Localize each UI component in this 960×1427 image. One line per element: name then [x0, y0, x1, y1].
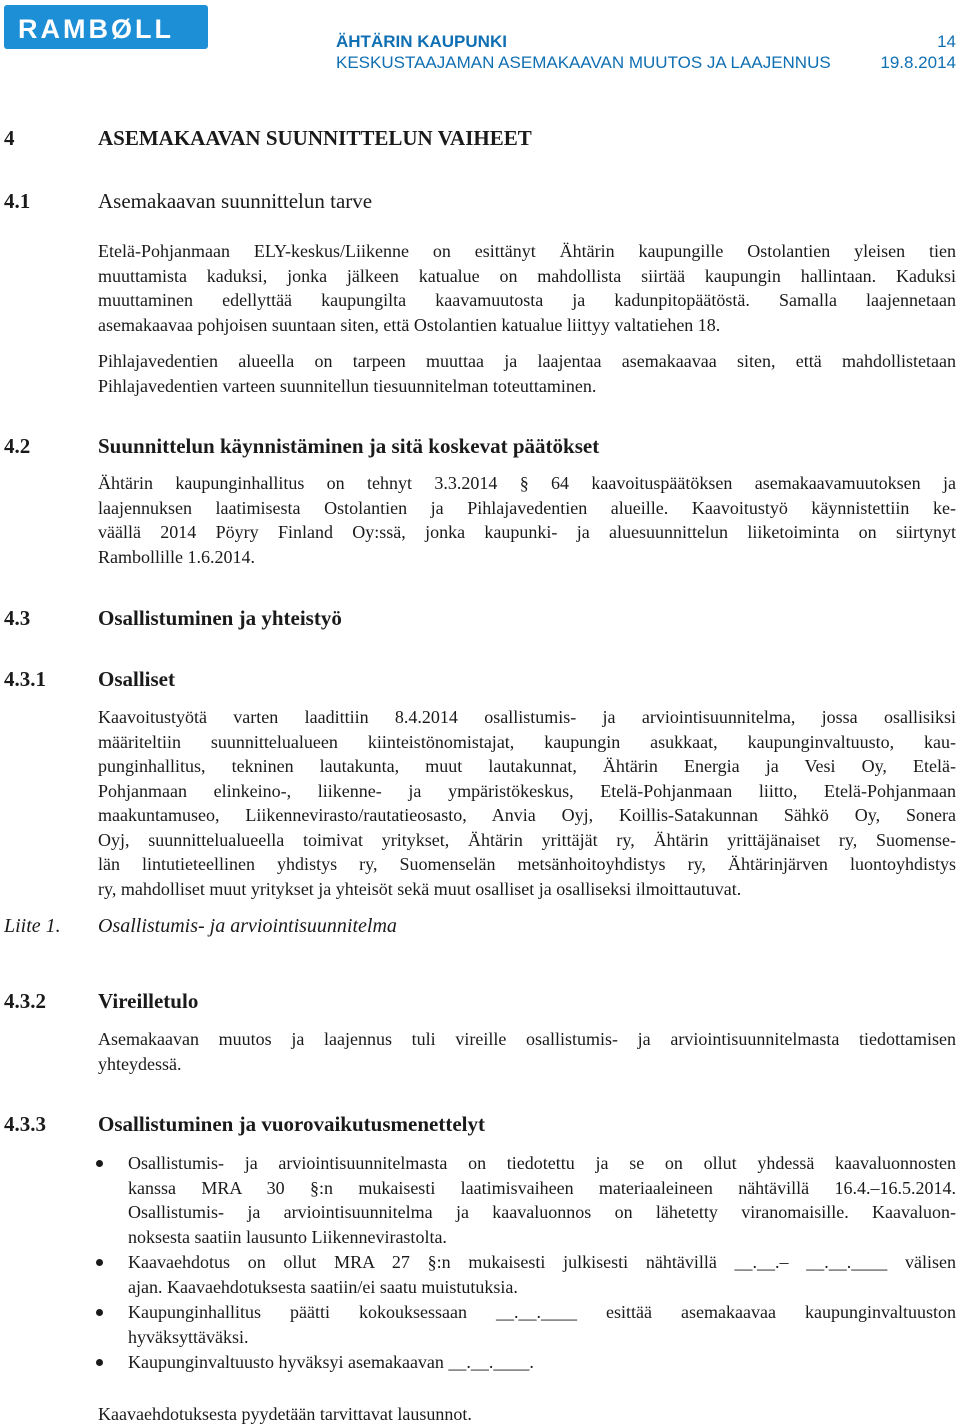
text-line: yhteydessä. — [98, 1053, 182, 1074]
text-line: Kaavoitustyötä varten laadittiin 8.4.2014 osallistumis- ja arviointisuunnitelma, jossa osallisiksi — [98, 707, 956, 727]
section-4-2-title: Suunnittelun käynnistäminen ja sitä koskevat päätökset — [98, 434, 600, 458]
section-4-2-number: 4.2 — [4, 434, 31, 458]
text-line: ajan. Kaavaehdotuksesta saatiin/ei saatu muistutuksia. — [128, 1276, 518, 1297]
section-4-3-3-title: Osallistuminen ja vuorovaikutusmenettelyt — [98, 1112, 485, 1136]
header-document-title: KESKUSTAAJAMAN ASEMAKAAVAN MUUTOS JA LAAJENNUS — [336, 53, 831, 72]
text-line: punginhallitus, tekninen lautakunta, muut lautakunnat, Ähtärin Energia ja Vesi Oy, Etelä- — [98, 756, 956, 776]
section-4-3-title: Osallistuminen ja yhteistyö — [98, 606, 342, 630]
text-line: Pohjanmaan elinkeino-, liikenne- ja ympäristökeskus, Etelä-Pohjanmaan liitto, Etelä-Pohjanmaan — [98, 780, 956, 801]
text-line: Pihlajavedentien alueella on tarpeen muuttaa ja laajentaa asemakaavaa siten, että mahdollistetaan — [98, 351, 956, 371]
text-line: Kaavaehdotus on ollut MRA 27 §:n mukaisesti julkisesti nähtävillä __.__.– __.__.____ välisen — [128, 1252, 956, 1272]
text-line: maakuntamuseo, Liikennevirasto/rautatieosasto, Anvia Oyj, Koillis-Satakunnan Sähkö Oy, Sonera — [98, 805, 956, 825]
section-4-3-2-title: Vireilletulo — [98, 989, 199, 1013]
text-line: noksesta saatiin lausunto Liikennevirastolta. — [128, 1226, 447, 1247]
procedure-list — [98, 1151, 956, 1376]
section-4-1-title: Asemakaavan suunnittelun tarve — [98, 189, 373, 213]
text-line: muuttamista kaduksi, jonka jälkeen katualue on mahdollista siirtää kaupungin hallintaan. Kaduksi — [98, 265, 956, 286]
section-4-3-number: 4.3 — [4, 606, 31, 630]
bullet-icon — [96, 1359, 103, 1366]
section-4-3-1-paragraph-1 — [98, 705, 956, 901]
list-item — [98, 1151, 956, 1249]
section-4-title: ASEMAKAAVAN SUUNNITTELUN VAIHEET — [98, 126, 532, 150]
text-line: Etelä-Pohjanmaan ELY-keskus/Liikenne on esittänyt Ähtärin kaupungille Ostolantien yleisen tien — [98, 241, 956, 261]
text-line: Kaupunginvaltuusto hyväksyi asemakaavan __.__.____. — [128, 1352, 534, 1372]
header-organization: ÄHTÄRIN KAUPUNKI — [336, 32, 507, 51]
ramboll-logo-graphic — [4, 5, 208, 49]
section-4-number: 4 — [4, 126, 15, 150]
bullet-icon — [96, 1309, 103, 1316]
closing-paragraph — [98, 1402, 956, 1427]
text-line: Pihlajavedentien varteen suunnitellun tiesuunnitelman toteuttaminen. — [98, 375, 597, 396]
list-item — [98, 1350, 956, 1375]
bullet-icon — [96, 1160, 103, 1167]
text-line: kanssa MRA 30 §:n mukaisesti laatimisvaiheen materiaaleineen nähtävillä 16.4.–16.5.2014. — [128, 1177, 956, 1198]
text-line: hyväksyttäväksi. — [128, 1326, 249, 1347]
text-line: määriteltiin suunnittelualueen kiinteistönomistajat, kaupungin asukkaat, kaupunginvaltuusto, kau- — [98, 731, 956, 752]
header-date: 19.8.2014 — [880, 53, 956, 72]
text-line: Rambollille 1.6.2014. — [98, 546, 255, 567]
section-4-1-number: 4.1 — [4, 189, 31, 213]
text-line: väällä 2014 Pöyry Finland Oy:ssä, jonka kaupunki- ja aluesuunnittelun liiketoiminta on siirtynyt — [98, 522, 956, 542]
text-line: Kaavaehdotuksesta pyydetään tarvittavat lausunnot. — [98, 1404, 472, 1424]
svg-text:RAMBØLL: RAMBØLL — [18, 14, 174, 44]
section-4-3-3-number: 4.3.3 — [4, 1112, 46, 1136]
text-line: Asemakaavan muutos ja laajennus tuli vireille osallistumis- ja arviointisuunnitelmasta tiedottamisen — [98, 1029, 956, 1049]
list-item — [98, 1300, 956, 1349]
bullet-icon — [96, 1259, 103, 1266]
section-4-1-paragraph-2 — [98, 349, 956, 398]
list-item — [98, 1250, 956, 1299]
text-line: laajennuksen laatimisesta Ostolantien ja Pihlajavedentien alueille. Kaavoitustyö käynnistettiin ke- — [98, 497, 956, 518]
text-line: asemakaavaa pohjoisen suuntaan siten, että Ostolantien katualue liittyy valtatiehen 18. — [98, 314, 721, 335]
attachment-label: Liite 1. — [4, 915, 61, 937]
text-line: ry, mahdolliset muut yritykset ja yhteisöt sekä muut osalliset ja osalliseksi ilmoittautuvat. — [98, 878, 742, 899]
section-4-3-1-title: Osalliset — [98, 667, 175, 691]
text-line: Oyj, suunnittelualueella toimivat yritykset, Ähtärin yrittäjät ry, Ähtärin yrittäjänaiset ry, Suomense- — [98, 829, 956, 850]
text-line: Osallistumis- ja arviointisuunnitelmasta on tiedotettu ja se on ollut yhdessä kaavaluonnosten — [128, 1153, 956, 1173]
text-line: Osallistumis- ja arviointisuunnitelma ja kaavaluonnos on lähetetty viranomaisille. Kaavaluon- — [128, 1202, 956, 1222]
text-line: Ähtärin kaupunginhallitus on tehnyt 3.3.2014 § 64 kaavoituspäätöksen asemakaavamuutoksen ja — [98, 473, 956, 493]
section-4-2-paragraph-1 — [98, 471, 956, 569]
page-number: 14 — [937, 32, 956, 51]
ramboll-logo — [4, 5, 208, 49]
text-line: län lintutieteellinen yhdistys ry, Suomenselän metsänhoitoyhdistys ry, Ähtärinjärven luontoyhdistys — [98, 854, 956, 874]
text-line: Kaupunginhallitus päätti kokouksessaan __.__.____ esittää asemakaavaa kaupunginvaltuuston — [128, 1302, 956, 1322]
section-4-1-paragraph-1 — [98, 239, 956, 337]
attachment-title: Osallistumis- ja arviointisuunnitelma — [98, 915, 397, 937]
text-line: muuttaminen edellyttää kaupungilta kaavamuutosta ja kadunpitopäätöstä. Samalla laajennetaan — [98, 290, 956, 310]
section-4-3-2-paragraph-1 — [98, 1027, 956, 1076]
section-4-3-1-number: 4.3.1 — [4, 667, 46, 691]
section-4-3-2-number: 4.3.2 — [4, 989, 46, 1013]
